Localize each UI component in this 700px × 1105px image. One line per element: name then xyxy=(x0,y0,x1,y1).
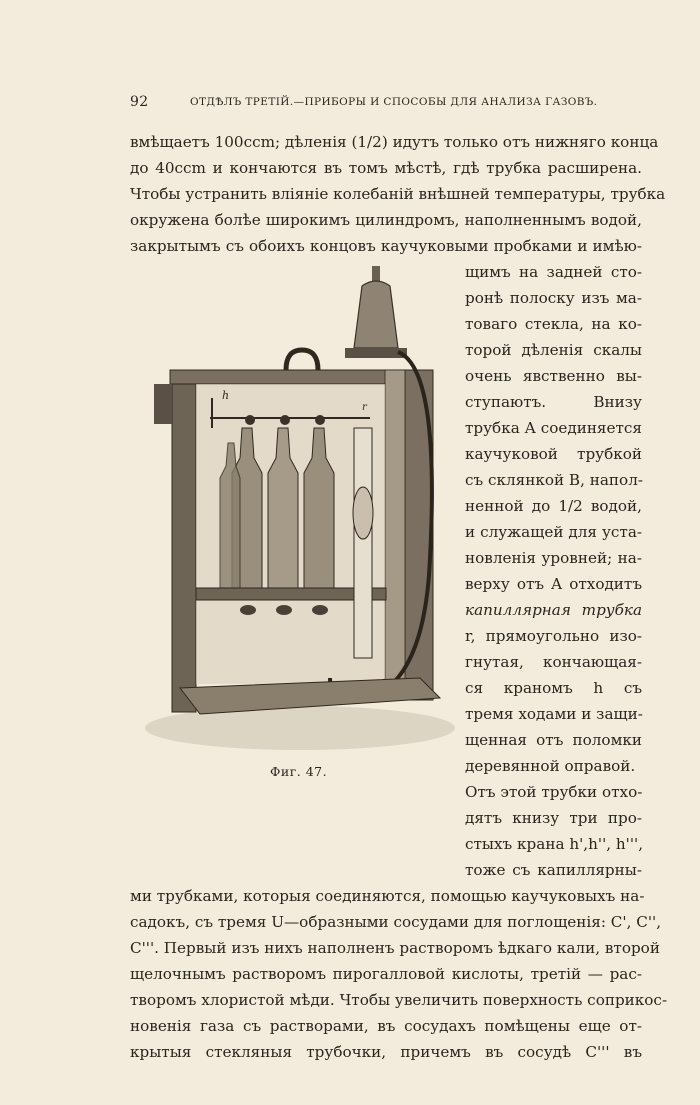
text-line: вмѣщаетъ 100ccm; дѣленія (1/2) идутъ только отъ нижняго конца xyxy=(130,133,659,151)
page-header xyxy=(130,94,642,110)
side-text-line: щенная отъ поломки xyxy=(465,731,642,749)
side-text-line: верху отъ A отходитъ xyxy=(465,575,642,593)
side-text-line: ся краномъ h съ xyxy=(465,679,642,697)
apparatus-illustration xyxy=(140,258,460,758)
side-text-line: каучуковой трубкой xyxy=(465,445,642,463)
text-line: щелочнымъ растворомъ пирогалловой кислоты, третій — рас- xyxy=(130,965,642,983)
text-line: новенія газа съ растворами, въ сосудахъ помѣщены еще от- xyxy=(130,1017,642,1035)
side-text-line: стыхъ крана h',h'', h''', xyxy=(465,835,644,853)
text-line: до 40ccm и кончаются въ томъ мѣстѣ, гдѣ трубка расширена. xyxy=(130,159,642,177)
text-line: ми трубками, которыя соединяются, помощью каучуковыхъ на- xyxy=(130,887,645,905)
side-text-line: Отъ этой трубки отхо- xyxy=(465,783,643,801)
page-number: 92 xyxy=(130,94,149,110)
side-text-line: щимъ на задней сто- xyxy=(465,263,642,281)
side-text-line: гнутая, кончающая- xyxy=(465,653,642,671)
side-text-line: ронѣ полоску изъ ма- xyxy=(465,289,642,307)
text-line: крытыя стекляныя трубочки, причемъ въ сосудѣ C''' въ xyxy=(130,1043,642,1061)
side-text-line: дятъ книзу три про- xyxy=(465,809,642,827)
side-text-line: съ склянкой B, напол- xyxy=(465,471,643,489)
side-text-line: товаго стекла, на ко- xyxy=(465,315,642,333)
text-line: C'''. Первый изъ нихъ наполненъ растворомъ ѣдкаго кали, второй xyxy=(130,939,660,957)
label-r: r xyxy=(362,402,367,413)
text-line: садокъ, съ тремя U—образными сосудами для поглощенія: C', C'', xyxy=(130,913,662,931)
side-text-line: r, прямоугольно изо- xyxy=(465,627,642,645)
side-text-line: торой дѣленія скалы xyxy=(465,341,642,359)
side-text-line: ненной до 1/2 водой, xyxy=(465,497,642,515)
running-title: ОТДѢЛЪ ТРЕТІЙ.—ПРИБОРЫ И СПОСОБЫ ДЛЯ АНАЛИЗА ГАЗОВЪ. xyxy=(190,96,598,108)
side-text-line: очень явственно вы- xyxy=(465,367,642,385)
text-line: Чтобы устранить вліяніе колебаній внѣшней температуры, трубка xyxy=(130,185,666,203)
side-text-line: новленія уровней; на- xyxy=(465,549,642,567)
side-text-line: деревянной оправой. xyxy=(465,757,636,775)
side-text-line: трубка A соединяется xyxy=(465,419,642,437)
label-h: h xyxy=(222,389,230,402)
side-text-line: ступаютъ. Внизу xyxy=(465,393,642,411)
text-line: творомъ хлористой мѣди. Чтобы увеличить поверхность соприкос- xyxy=(130,991,668,1009)
text-line: закрытымъ съ обоихъ концовъ каучуковыми пробками и имѣю- xyxy=(130,237,642,255)
side-text-line: капиллярная трубка xyxy=(465,601,642,619)
text-line: окружена болѣе широкимъ цилиндромъ, наполненнымъ водой, xyxy=(130,211,642,229)
side-text-line: тоже съ капиллярны- xyxy=(465,861,642,879)
side-text-line: и служащей для уста- xyxy=(465,523,642,541)
side-text-line: тремя ходами и защи- xyxy=(465,705,643,723)
figure-caption: Фиг. 47. xyxy=(270,764,328,779)
